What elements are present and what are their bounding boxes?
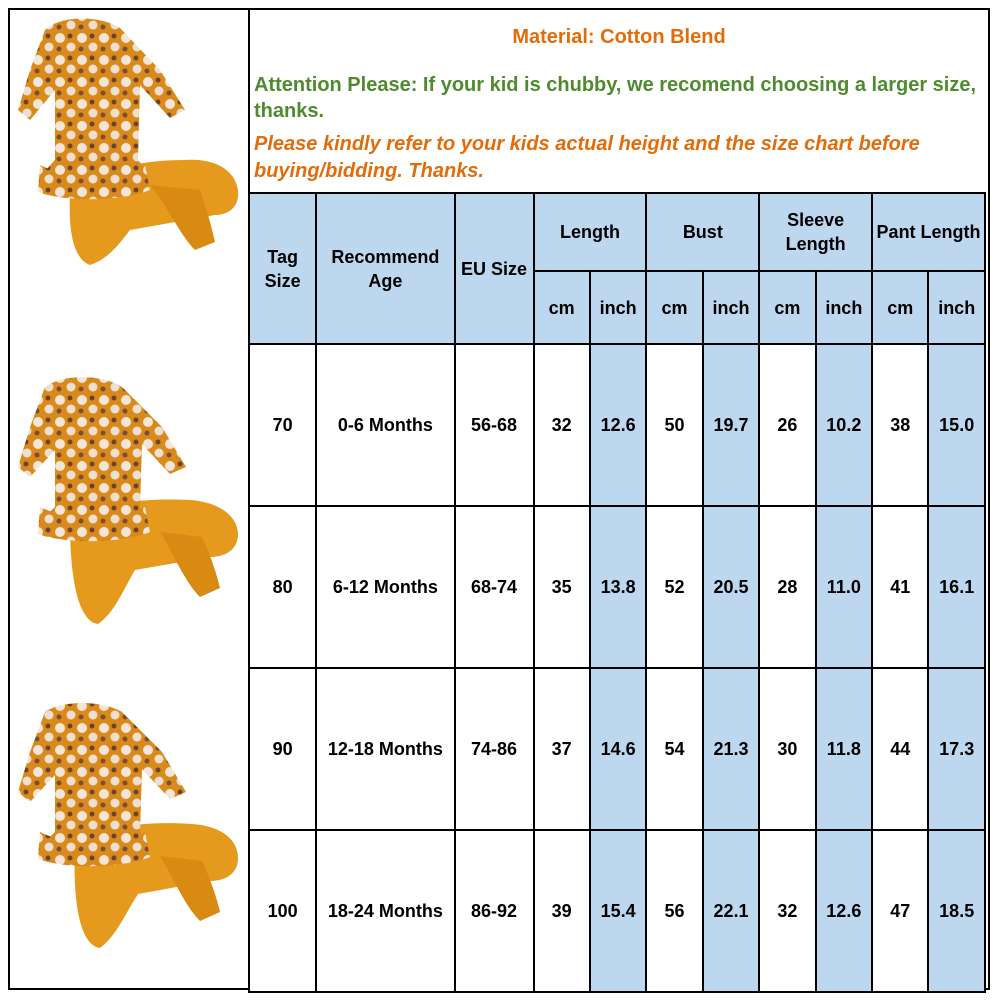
cell-bust-cm: 52 xyxy=(646,506,702,668)
cell-sleeve-inch: 10.2 xyxy=(816,344,873,506)
outfit-image-2 xyxy=(10,372,248,632)
cell-pant-cm: 47 xyxy=(872,830,928,992)
cell-age: 18-24 Months xyxy=(316,830,454,992)
cell-length-cm: 35 xyxy=(534,506,590,668)
col-header-age: Recommend Age xyxy=(316,193,454,344)
cell-sleeve-cm: 32 xyxy=(759,830,815,992)
cell-sleeve-inch: 11.8 xyxy=(816,668,873,830)
col-header-eu-size: EU Size xyxy=(455,193,534,344)
cell-bust-inch: 22.1 xyxy=(703,830,760,992)
outfit-illustration xyxy=(10,700,248,960)
cell-sleeve-cm: 26 xyxy=(759,344,815,506)
cell-sleeve-inch: 11.0 xyxy=(816,506,873,668)
cell-sleeve-cm: 28 xyxy=(759,506,815,668)
cell-pant-inch: 17.3 xyxy=(928,668,985,830)
cell-eu-size: 68-74 xyxy=(455,506,534,668)
cell-bust-inch: 21.3 xyxy=(703,668,760,830)
table-row xyxy=(249,506,985,668)
cell-length-cm: 32 xyxy=(534,344,590,506)
table-row xyxy=(249,830,985,992)
cell-eu-size: 74-86 xyxy=(455,668,534,830)
unit-cm: cm xyxy=(534,271,590,344)
unit-cm: cm xyxy=(646,271,702,344)
attention-text: Attention Please: If your kid is chubby, we recomend choosing a larger size, thanks. xyxy=(254,74,977,122)
col-header-length: Length xyxy=(534,193,647,271)
cell-bust-cm: 50 xyxy=(646,344,702,506)
size-chart-table xyxy=(248,192,986,993)
cell-pant-cm: 44 xyxy=(872,668,928,830)
col-header-pant: Pant Length xyxy=(872,193,985,271)
cell-sleeve-cm: 30 xyxy=(759,668,815,830)
unit-cm: cm xyxy=(759,271,815,344)
cell-age: 6-12 Months xyxy=(316,506,454,668)
product-image-column xyxy=(10,10,250,988)
unit-inch: inch xyxy=(928,271,985,344)
refer-text: Please kindly refer to your kids actual height and the size chart before buying/bidding. Thanks. xyxy=(254,133,920,182)
cell-bust-inch: 19.7 xyxy=(703,344,760,506)
size-chart-frame xyxy=(8,8,990,990)
unit-inch: inch xyxy=(590,271,647,344)
size-info-panel xyxy=(250,10,988,988)
outfit-image-3 xyxy=(10,700,248,960)
cell-age: 12-18 Months xyxy=(316,668,454,830)
cell-pant-cm: 41 xyxy=(872,506,928,668)
outfit-illustration xyxy=(10,10,248,270)
cell-tag-size: 100 xyxy=(249,830,316,992)
notice-header xyxy=(250,10,988,195)
table-header-row xyxy=(249,193,985,271)
cell-bust-inch: 20.5 xyxy=(703,506,760,668)
cell-pant-inch: 18.5 xyxy=(928,830,985,992)
outfit-illustration xyxy=(10,372,248,632)
cell-pant-cm: 38 xyxy=(872,344,928,506)
cell-tag-size: 80 xyxy=(249,506,316,668)
col-header-bust: Bust xyxy=(646,193,759,271)
cell-age: 0-6 Months xyxy=(316,344,454,506)
table-row xyxy=(249,344,985,506)
cell-length-inch: 12.6 xyxy=(590,344,647,506)
cell-bust-cm: 56 xyxy=(646,830,702,992)
cell-length-inch: 13.8 xyxy=(590,506,647,668)
col-header-sleeve: Sleeve Length xyxy=(759,193,872,271)
cell-eu-size: 56-68 xyxy=(455,344,534,506)
table-row xyxy=(249,668,985,830)
cell-length-inch: 15.4 xyxy=(590,830,647,992)
cell-bust-cm: 54 xyxy=(646,668,702,830)
unit-inch: inch xyxy=(703,271,760,344)
cell-length-cm: 39 xyxy=(534,830,590,992)
unit-inch: inch xyxy=(816,271,873,344)
cell-tag-size: 70 xyxy=(249,344,316,506)
cell-eu-size: 86-92 xyxy=(455,830,534,992)
cell-pant-inch: 16.1 xyxy=(928,506,985,668)
cell-tag-size: 90 xyxy=(249,668,316,830)
cell-sleeve-inch: 12.6 xyxy=(816,830,873,992)
cell-pant-inch: 15.0 xyxy=(928,344,985,506)
col-header-tag-size: Tag Size xyxy=(249,193,316,344)
cell-length-inch: 14.6 xyxy=(590,668,647,830)
cell-length-cm: 37 xyxy=(534,668,590,830)
material-text: Material: Cotton Blend xyxy=(512,26,726,48)
unit-cm: cm xyxy=(872,271,928,344)
outfit-image-1 xyxy=(10,10,248,270)
